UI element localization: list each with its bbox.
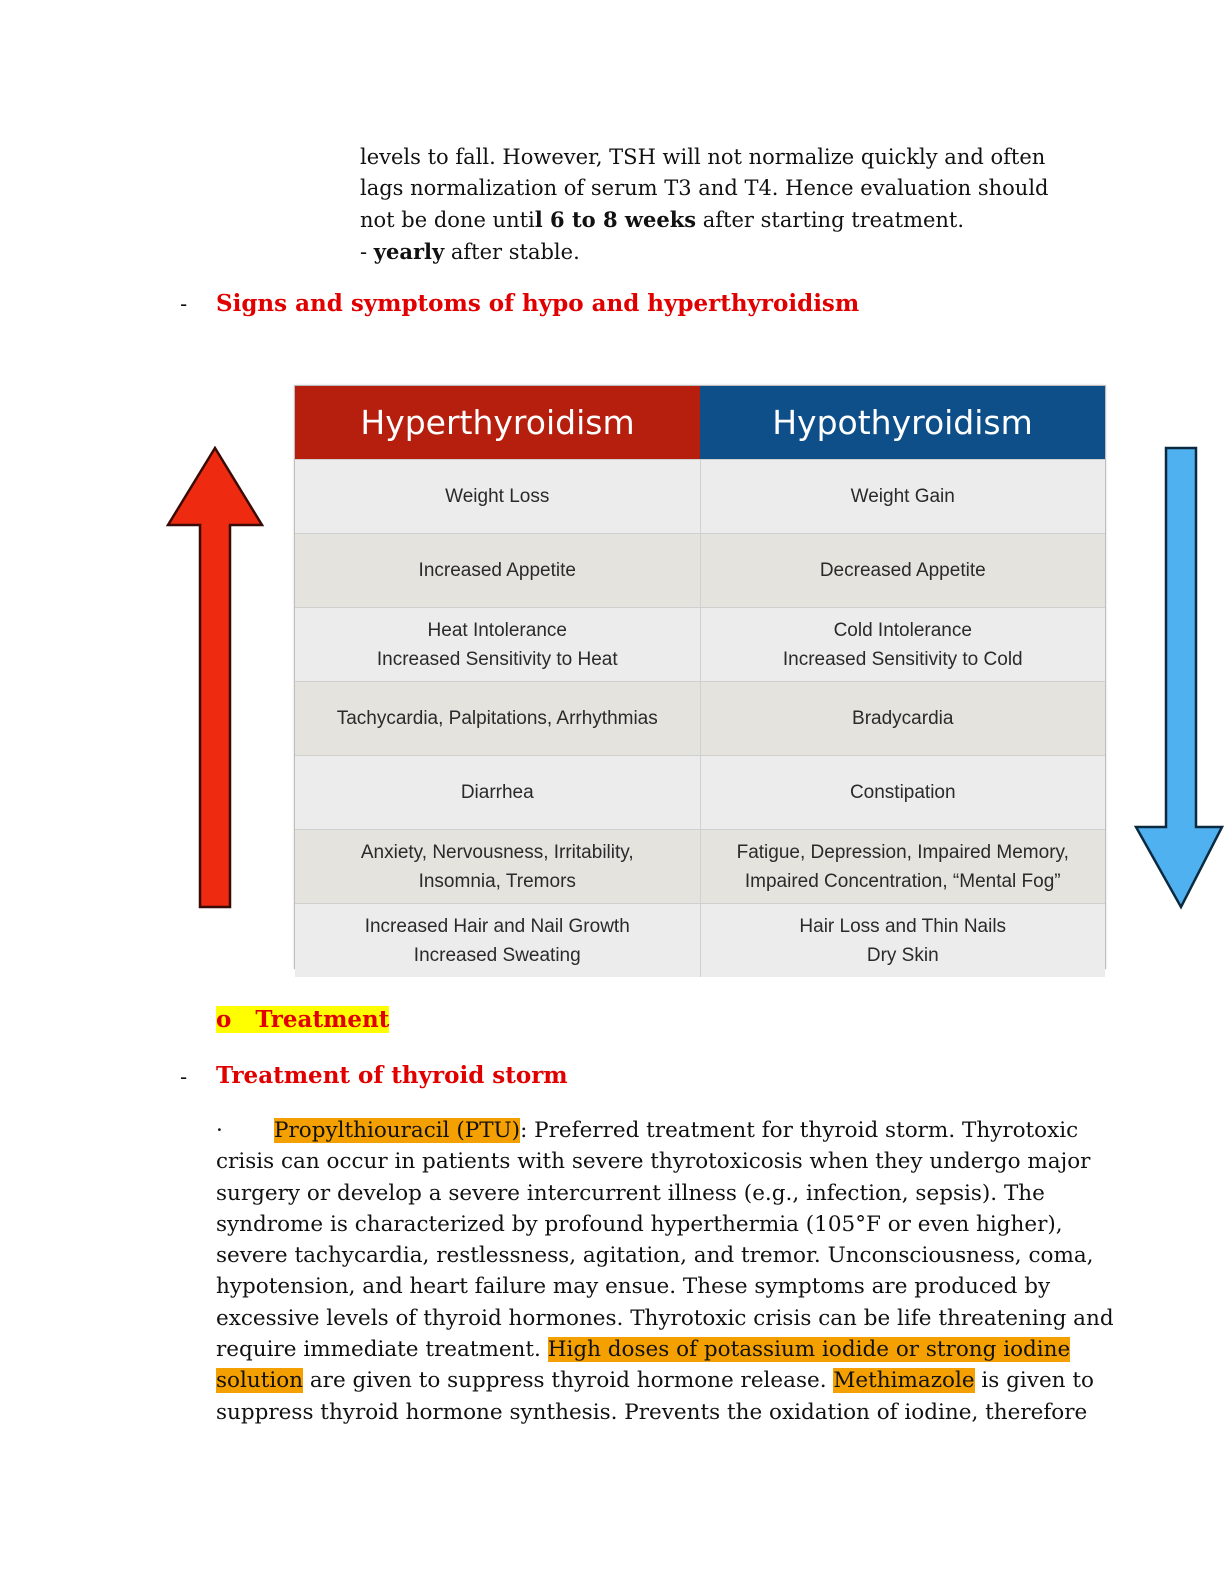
body-line-4: syndrome is characterized by profound hyperthermia (105°F or even higher),: [216, 1211, 1063, 1237]
section2-heading: Treatment of thyroid storm: [216, 1062, 568, 1089]
highlight-potassium-iodide: High doses of potassium iodide or strong iodine: [547, 1337, 1071, 1363]
body-text: is given to: [974, 1368, 1094, 1394]
cell-text: Decreased Appetite: [819, 560, 986, 581]
hypo-cell: [700, 608, 1106, 681]
body-line-9: [216, 1365, 1094, 1396]
body-text: require immediate treatment.: [216, 1337, 548, 1363]
cell-text: Bradycardia: [852, 708, 954, 729]
body-line-7: excessive levels of thyroid hormones. Thyrotoxic crisis can be life threatening and: [216, 1305, 1114, 1331]
up-arrow-shape: [168, 448, 262, 907]
section1-heading: Signs and symptoms of hypo and hyperthyroidism: [216, 290, 860, 317]
hypo-cell: [700, 460, 1106, 533]
body-line-5: severe tachycardia, restlessness, agitation, and tremor. Unconsciousness, coma,: [216, 1243, 1094, 1269]
hypo-cell: [700, 756, 1106, 829]
hyper-cell: [295, 608, 700, 681]
hypo-cell: [700, 534, 1106, 607]
body-line-8: [216, 1334, 1076, 1365]
hypo-cell: [700, 904, 1106, 977]
hyper-cell: [295, 830, 700, 903]
hyper-cell: [295, 682, 700, 755]
intro-line-3: [360, 204, 1080, 236]
cell-text: Anxiety, Nervousness, Irritability,: [360, 841, 634, 863]
highlight-solution: solution: [216, 1368, 304, 1394]
body-text: are given to suppress thyroid hormone release.: [303, 1368, 834, 1394]
intro-bold-yearly: yearly: [373, 239, 445, 264]
hypo-cell: [700, 830, 1106, 903]
hypo-cell: [700, 682, 1106, 755]
section1-bullet: -: [180, 292, 188, 316]
hyper-cell: [295, 904, 700, 977]
cell-text: Dry Skin: [866, 944, 939, 966]
down-arrow-shape: [1136, 448, 1222, 907]
treatment-heading: [216, 1006, 389, 1033]
cell-text: Diarrhea: [460, 782, 534, 803]
intro-bold-weeks: l 6 to 8 weeks: [534, 207, 697, 232]
table-row: [295, 533, 1105, 607]
highlight-ptu: Propylthiouracil (PTU): [274, 1118, 521, 1143]
body-line-3: surgery or develop a severe intercurrent illness (e.g., infection, sepsis). The: [216, 1180, 1045, 1206]
table-row: [295, 681, 1105, 755]
cell-text: Hair Loss and Thin Nails: [799, 915, 1007, 937]
up-arrow-icon: [166, 446, 264, 910]
header-hypothyroidism: Hypothyroidism: [700, 386, 1105, 459]
hyper-cell: [295, 534, 700, 607]
table-row: [295, 903, 1105, 977]
thyroid-storm-paragraph: [216, 1115, 1114, 1428]
body-text: : Preferred treatment for thyroid storm. Thyrotoxic: [520, 1118, 1079, 1143]
hyper-cell: [295, 756, 700, 829]
intro-line-2: lags normalization of serum T3 and T4. Hence evaluation should: [360, 176, 1049, 200]
cell-text: Heat Intolerance: [427, 619, 567, 641]
intro-line-1: levels to fall. However, TSH will not normalize quickly and often: [360, 145, 1046, 169]
body-line-10: suppress thyroid hormone synthesis. Prevents the oxidation of iodine, therefore: [216, 1399, 1088, 1425]
intro-text: not be done unti: [360, 208, 535, 232]
cell-text: Increased Sensitivity to Cold: [782, 648, 1023, 670]
cell-text: Constipation: [849, 782, 956, 803]
cell-text: Cold Intolerance: [833, 619, 972, 641]
cell-text: Weight Gain: [850, 486, 955, 507]
cell-text: Fatigue, Depression, Impaired Memory,: [736, 841, 1069, 863]
intro-line-4: [360, 236, 1080, 268]
cell-text: Tachycardia, Palpitations, Arrhythmias: [336, 708, 658, 729]
cell-text: Increased Hair and Nail Growth: [364, 915, 630, 937]
cell-text: Impaired Concentration, “Mental Fog”: [744, 870, 1061, 892]
header-hyperthyroidism: Hyperthyroidism: [295, 386, 700, 459]
treatment-heading-text: o Treatment: [216, 1006, 390, 1033]
hyper-cell: [295, 460, 700, 533]
body-line-1: [216, 1115, 1079, 1146]
table-row: [295, 459, 1105, 533]
intro-text: after stable.: [444, 240, 580, 264]
table-row: [295, 829, 1105, 903]
cell-text: Weight Loss: [445, 486, 550, 507]
table-header: [295, 386, 1105, 459]
section2-bullet: -: [180, 1065, 188, 1089]
body-bullet: ·: [216, 1118, 223, 1143]
cell-text: Increased Sensitivity to Heat: [376, 648, 618, 670]
cell-text: Insomnia, Tremors: [418, 870, 576, 892]
body-line-6: hypotension, and heart failure may ensue. These symptoms are produced by: [216, 1274, 1051, 1300]
thyroid-comparison-table: [294, 385, 1106, 969]
intro-text: after starting treatment.: [696, 208, 965, 232]
body-line-2: crisis can occur in patients with severe thyrotoxicosis when they undergo major: [216, 1149, 1091, 1175]
cell-text: Increased Appetite: [418, 560, 576, 581]
intro-paragraph: [360, 142, 1080, 268]
intro-text: -: [360, 240, 374, 264]
highlight-methimazole: Methimazole: [833, 1368, 975, 1394]
table-row: [295, 607, 1105, 681]
table-row: [295, 755, 1105, 829]
down-arrow-icon: [1134, 446, 1224, 910]
cell-text: Increased Sweating: [413, 944, 581, 966]
